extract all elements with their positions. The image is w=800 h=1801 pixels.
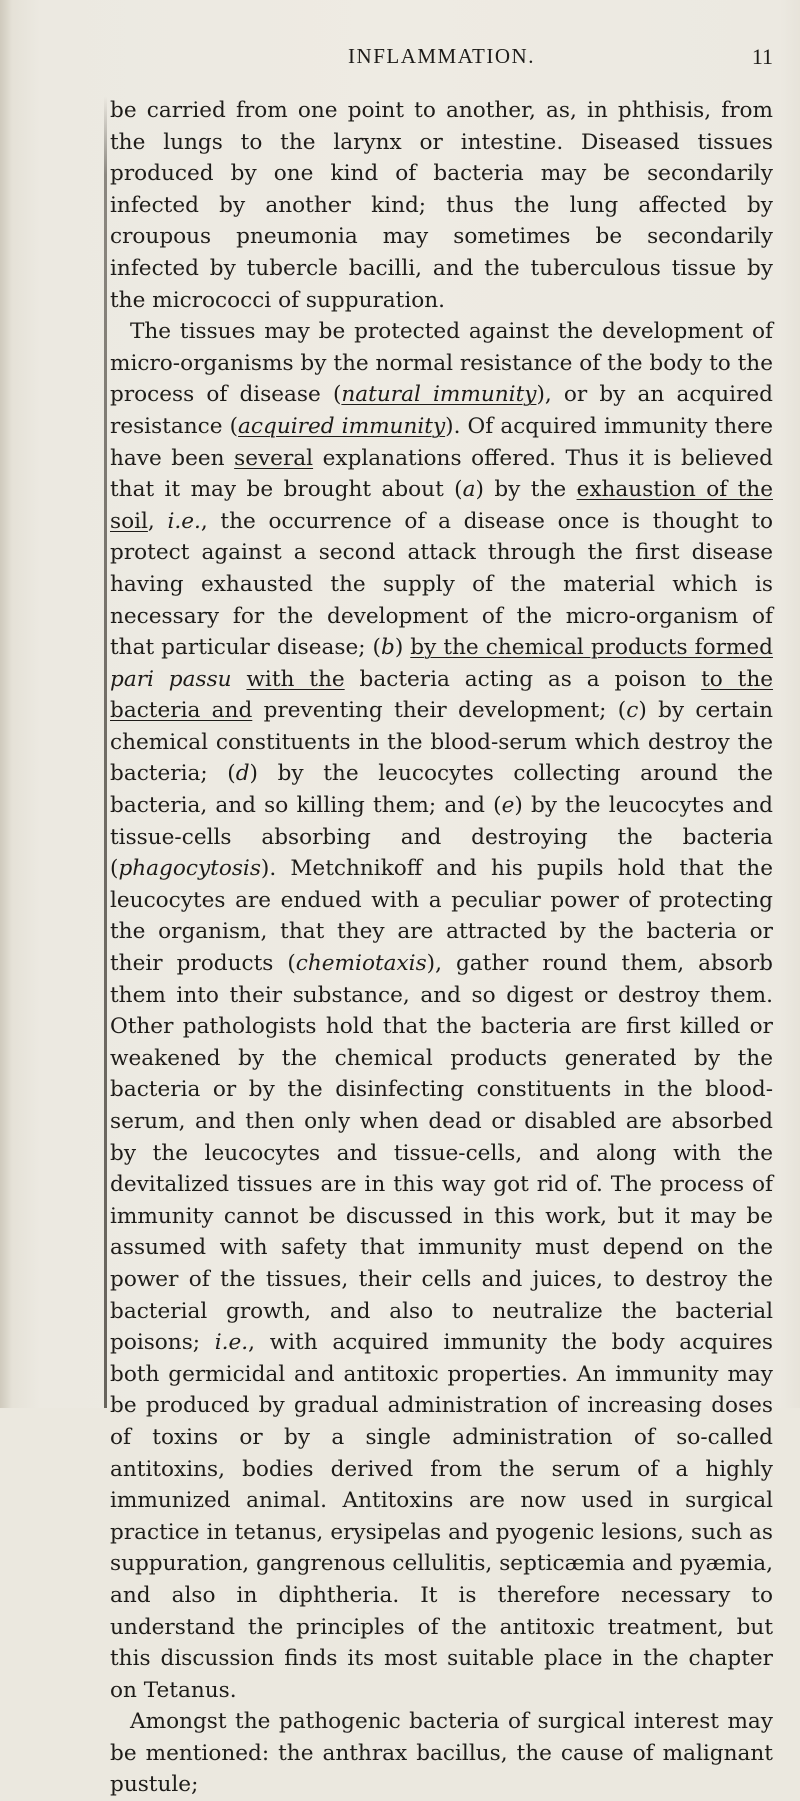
- underlined-run: to the bacteria and: [110, 666, 774, 724]
- italic-run: a: [462, 477, 476, 503]
- text-run: ). Of acquired immunity there have been: [110, 413, 773, 471]
- text-run: preventing their development; (: [252, 698, 627, 724]
- text-run: ) by the leucocytes and tissue-cells absorbing and destroying the bacteria (: [110, 793, 773, 882]
- text-run: Amongst the pathogenic bacteria of surgical interest may be mentioned: the anthrax bacillus, the cause of malignant pustule;: [110, 1709, 773, 1798]
- underlined-run: several: [234, 445, 314, 471]
- text-run: ) by the leucocytes collecting around the bacteria, and so killing them; and (: [110, 761, 773, 819]
- text-run: The tissues may be protected against the development of micro-organisms by the normal resistance of the body to the process of disease (: [110, 319, 773, 408]
- italic-run: d: [235, 761, 250, 787]
- text-run: ): [394, 635, 411, 661]
- italic-run: i.e.: [167, 508, 201, 534]
- italic-run: b: [380, 635, 395, 661]
- text-run: bacteria acting as a poison: [344, 666, 702, 692]
- text-run: ), or by an acquired resistance (: [110, 382, 773, 439]
- page-gutter-shadow: [0, 0, 12, 1408]
- binding-edge: [104, 96, 107, 1408]
- italic-run: pari passu: [110, 666, 232, 692]
- italic-run: natural immunity: [341, 382, 537, 408]
- text-run: , with acquired immunity the body acquires both germicidal and antitoxic properties. An immunity may be produced by gradual administration of increasing doses of toxins or by a single administration of so-called antitoxins, bodies derived from the serum of a highly immunized animal. Antitoxins are now used in surgical practice in tetanus, erysipelas and pyogenic lesions, such as suppuration, gangrenous cellulitis, septicæmia and pyæmia, and also in diphtheria. It is therefore necessary to understand the principles of the antitoxic treatment, but this discussion finds its most suitable place in the chapter on Tetanus.: [110, 1330, 773, 1703]
- text-run: ), gather round them, absorb them into their substance, and so digest or destroy them. Other pathologists hold that the bacteria are first killed or weakened by the chemical products generated by the bacteria or by the disinfecting constituents in the blood-serum, and then only when dead or disabled are absorbed by the leucocytes and tissue-cells, and along with the devitalized tissues are in this way got rid of. The process of immunity cannot be discussed in this work, but it may be assumed with safety that immunity must depend on the power of the tissues, their cells and juices, to destroy the bacterial growth, and also to neutralize the bacterial poisons;: [110, 951, 773, 1356]
- text-run: , the occurrence of a disease once is thought to protect against a second attack through the first disease having exhausted the supply of the material which is necessary for the development of the micro-organism of that particular disease; (: [110, 508, 774, 661]
- italic-run: e: [501, 793, 515, 819]
- text-run: be carried from one point to another, as, in phthisis, from the lungs to the larynx or intestine. Diseased tissues produced by one kind of bacteria may be secondarily infected by another kind; thus the lung affected by croupous pneumonia may sometimes be secondarily infected by tubercle bacilli, and the tuberculous tissue by the micrococci of suppuration.: [110, 98, 773, 313]
- text-run: ) by certain chemical constituents in the blood-serum which destroy the bacteria; (: [110, 698, 773, 787]
- text-run: ) by the: [475, 477, 577, 503]
- italic-run: phagocytosis: [118, 856, 261, 882]
- page-number: 11: [751, 44, 773, 69]
- running-title: INFLAMMATION.: [348, 44, 535, 68]
- italic-run: c: [626, 698, 639, 724]
- paragraph: [110, 1706, 773, 1801]
- text-run: explanations offered. Thus it is believed that it may be brought about (: [110, 445, 773, 503]
- paragraph: [110, 95, 773, 316]
- underlined-run: by the chemical products formed: [410, 635, 773, 661]
- text-run: ). Metchnikoff and his pupils hold that the leucocytes are endued with a peculiar power of protecting the organism, that they are attracted by the bacteria or their products (: [110, 856, 773, 977]
- text-run: [232, 667, 247, 692]
- text-run: ,: [147, 508, 168, 534]
- italic-run: chemiotaxis: [295, 951, 427, 977]
- underlined-run: with the: [246, 666, 345, 692]
- italic-run: acquired immunity: [238, 413, 446, 439]
- body-text: [110, 95, 773, 1801]
- paragraph: [110, 316, 773, 1706]
- page-header: [110, 44, 773, 74]
- underlined-run: exhaustion of the soil: [110, 477, 773, 534]
- italic-run: i.e.: [214, 1330, 249, 1356]
